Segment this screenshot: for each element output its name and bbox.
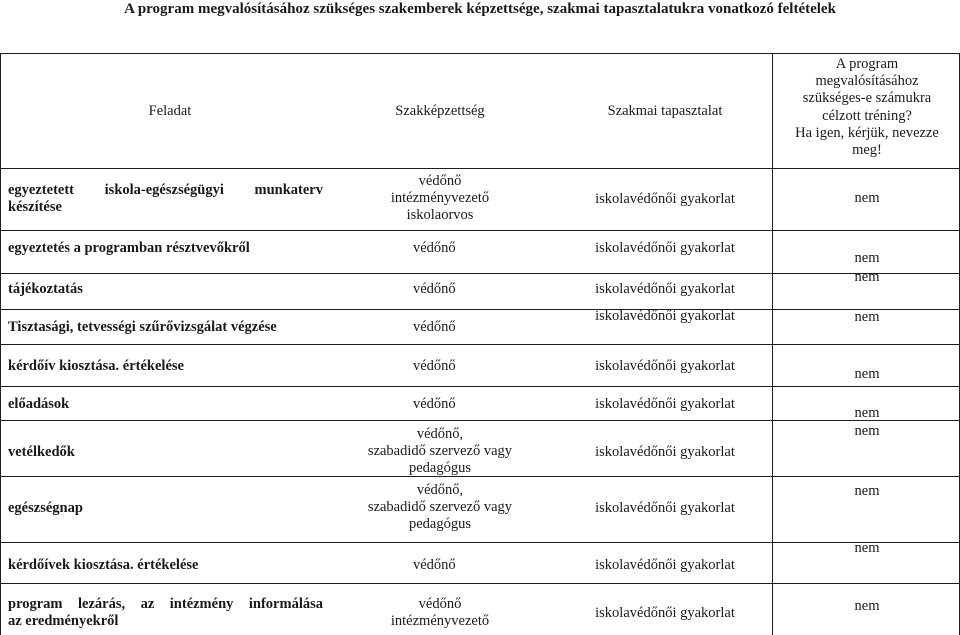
table-row-training: nem — [854, 309, 880, 325]
table-row-experience: iskolavédőnői gyakorlat — [595, 191, 735, 207]
table-row-qualification: védőnő intézményvezető iskolaorvos — [390, 173, 490, 223]
document-title: A program megvalósításához szükséges szakemberek képzettsége, szakmai tapasztalatukra vonatkozó feltételek — [124, 1, 836, 17]
table-row-experience: iskolavédőnői gyakorlat — [595, 358, 735, 374]
header-qualification: Szakképzettség — [395, 103, 485, 119]
table-row-task: egészségnap — [8, 500, 83, 516]
table-row-task: Tisztasági, tetvességi szűrővizsgálat végzése — [8, 319, 277, 335]
header-training: A program megvalósításához szükséges-e számukra célzott tréning? Ha igen, kérjük, nevezze meg! — [795, 56, 939, 159]
table-row-task: egyeztetés a programban résztvevőkről — [8, 240, 250, 256]
table-row-training: nem — [854, 190, 880, 206]
table-row-experience: iskolavédőnői gyakorlat — [595, 605, 735, 621]
table-row-experience: iskolavédőnői gyakorlat — [595, 308, 735, 324]
table-row-task: kérdőívek kiosztása. értékelése — [8, 557, 199, 573]
table-row-task: tájékoztatás — [8, 281, 83, 297]
table-row-task: vetélkedők — [8, 444, 75, 460]
table-row-qualification: védőnő — [413, 358, 456, 374]
table-row-experience: iskolavédőnői gyakorlat — [595, 281, 735, 297]
table-row-qualification: védőnő, szabadidő szervező vagy pedagógus — [367, 482, 513, 532]
table-row-task: program lezárás, az intézmény informálása az eredményekről — [8, 596, 323, 629]
table-row-qualification: védőnő — [413, 240, 456, 256]
table-row-qualification: védőnő — [413, 396, 456, 412]
table-row-experience: iskolavédőnői gyakorlat — [595, 240, 735, 256]
table-row-training: nem — [854, 483, 880, 499]
table-row-qualification: védőnő, szabadidő szervező vagy pedagógus — [367, 426, 513, 476]
table-row-task: előadások — [8, 396, 70, 412]
table-row-training: nem — [854, 250, 880, 266]
table-row-task: egyeztetett iskola-egészségügyi munkaterv készítése — [8, 182, 323, 215]
table-row-qualification: védőnő — [413, 281, 456, 297]
table-row-training: nem — [854, 405, 880, 421]
table-row-training: nem — [854, 269, 880, 285]
table-row-training: nem — [854, 423, 880, 439]
table-row-experience: iskolavédőnői gyakorlat — [595, 396, 735, 412]
header-experience: Szakmai tapasztalat — [607, 103, 723, 119]
table-row-experience: iskolavédőnői gyakorlat — [595, 444, 735, 460]
table-row-qualification: védőnő — [413, 319, 456, 335]
table-row-training: nem — [854, 540, 880, 556]
table-row-experience: iskolavédőnői gyakorlat — [595, 500, 735, 516]
table-row-training: nem — [854, 598, 880, 614]
table-row-experience: iskolavédőnői gyakorlat — [595, 557, 735, 573]
table-row-qualification: védőnő intézményvezető — [390, 596, 490, 629]
table-row-training: nem — [854, 366, 880, 382]
table-row-qualification: védőnő — [413, 557, 456, 573]
table-row-task: kérdőív kiosztása. értékelése — [8, 358, 184, 374]
header-task: Feladat — [148, 103, 192, 119]
